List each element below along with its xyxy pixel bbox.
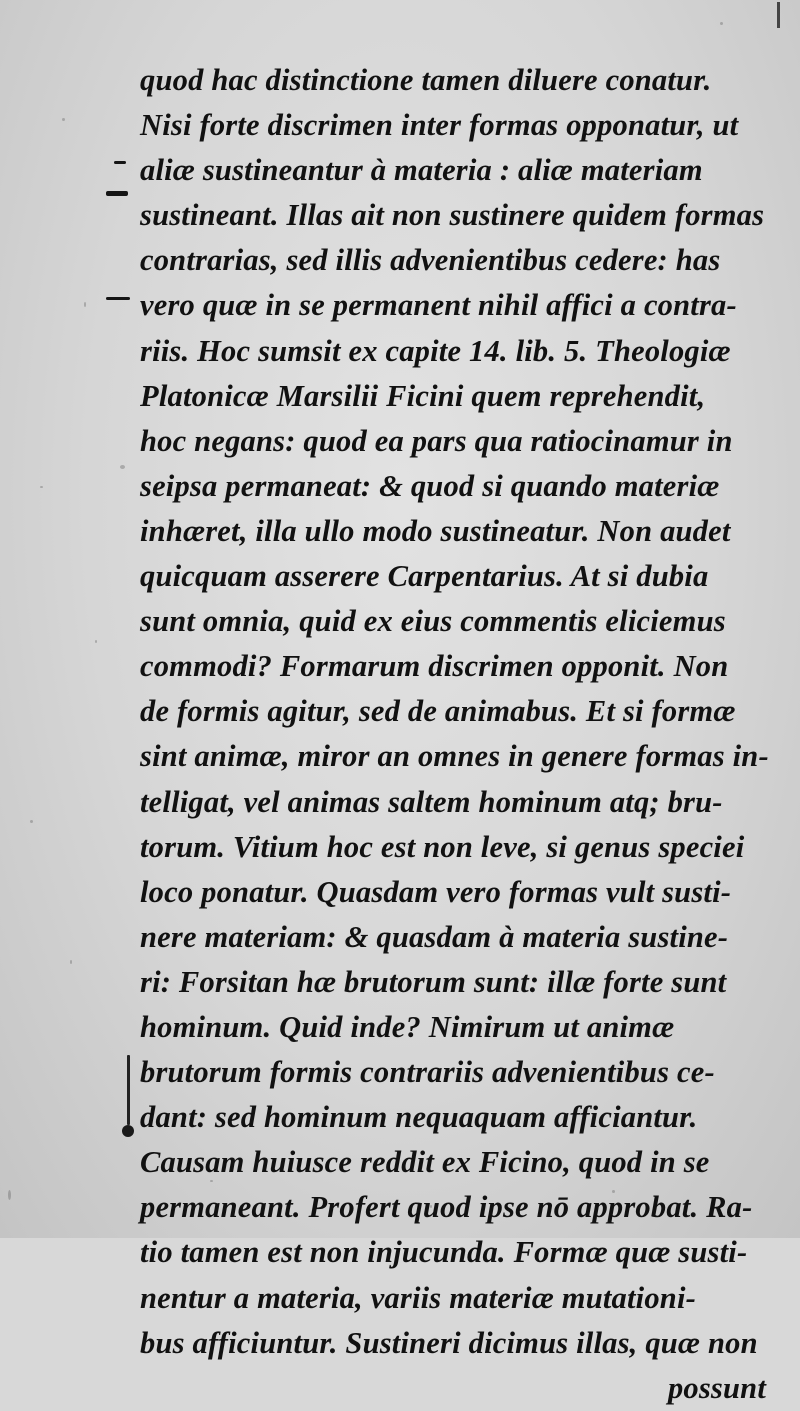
page-edge-mark: [777, 2, 780, 28]
text-line: inhæret, illa ullo modo sustineatur. Non audet: [140, 513, 731, 548]
text-line: Nisi forte discrimen inter formas opponatur, ut: [140, 108, 739, 143]
text-line: nentur a materia, variis materiæ mutationi-: [140, 1280, 696, 1315]
paper-speck: [120, 465, 125, 469]
text-line: Platonicæ Marsilii Ficini quem reprehendit,: [140, 378, 706, 413]
paper-speck: [8, 1190, 11, 1200]
margin-mark: [106, 191, 128, 196]
paper-speck: [95, 640, 97, 643]
text-line: brutorum formis contrariis advenientibus ce-: [140, 1055, 715, 1090]
text-line: Causam huiusce reddit ex Ficino, quod in se: [140, 1145, 710, 1180]
text-line: hoc negans: quod ea pars qua ratiocinamur in: [140, 423, 733, 458]
margin-bracket: [127, 1055, 130, 1125]
text-line: quicquam asserere Carpentarius. At si dubia: [140, 559, 709, 594]
paper-speck: [70, 960, 72, 964]
text-line: de formis agitur, sed de animabus. Et si formæ: [140, 694, 736, 729]
text-line: bus afficiuntur. Sustineri dicimus illas, quæ non: [140, 1325, 758, 1360]
text-line: sunt omnia, quid ex eius commentis eliciemus: [140, 604, 726, 639]
margin-ink-blot: [122, 1125, 134, 1137]
margin-mark: [106, 297, 130, 300]
text-block: [140, 58, 780, 1411]
text-line: nere materiam: & quasdam à materia sustine-: [140, 919, 729, 954]
text-line: torum. Vitium hoc est non leve, si genus speciei: [140, 829, 745, 864]
text-line: sustineant. Illas ait non sustinere quidem formas: [140, 198, 765, 233]
catchword: possunt: [667, 1370, 766, 1405]
text-line: ri: Forsitan hæ brutorum sunt: illæ forte sunt: [140, 964, 727, 999]
text-line: loco ponatur. Quasdam vero formas vult susti-: [140, 874, 732, 909]
text-line: quod hac distinctione tamen diluere conatur.: [140, 63, 712, 97]
paper-speck: [30, 820, 33, 823]
text-line: commodi? Formarum discrimen opponit. Non: [140, 649, 729, 684]
paper-speck: [62, 118, 65, 121]
text-line: riis. Hoc sumsit ex capite 14. lib. 5. Theologiæ: [140, 333, 731, 368]
text-line: permaneant. Profert quod ipse nō approbat. Ra-: [140, 1190, 753, 1225]
text-line: seipsa permaneat: & quod si quando materiæ: [140, 468, 720, 503]
text-line: aliæ sustineantur à materia : aliæ materiam: [140, 153, 703, 188]
text-line: tio tamen est non injucunda. Formæ quæ susti-: [140, 1235, 748, 1270]
text-line: dant: sed hominum nequaquam afficiantur.: [140, 1100, 698, 1135]
paper-speck: [720, 22, 723, 25]
text-line: sint animæ, miror an omnes in genere formas in-: [140, 739, 769, 774]
paper-speck: [84, 302, 86, 307]
text-line: vero quæ in se permanent nihil affici a contra-: [140, 288, 737, 323]
text-line: hominum. Quid inde? Nimirum ut animæ: [140, 1009, 675, 1044]
text-line: telligat, vel animas saltem hominum atq; bru-: [140, 784, 723, 819]
paper-speck: [40, 486, 43, 488]
text-line: contrarias, sed illis advenientibus cedere: has: [140, 243, 721, 278]
margin-mark: [114, 161, 126, 164]
